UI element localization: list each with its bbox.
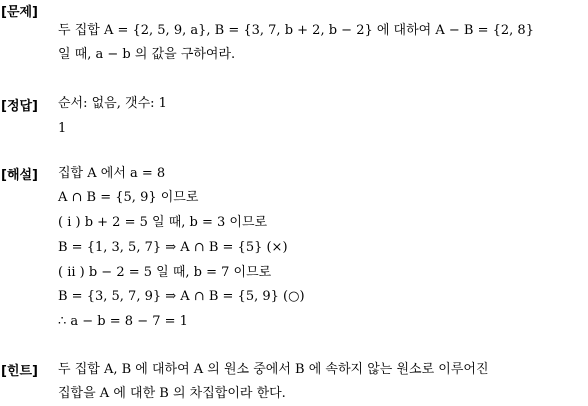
solution-line-1: 집합 A 에서 a = 8 [58, 166, 166, 181]
problem-line-1: 두 집합 A = {2, 5, 9, a}, B = {3, 7, b + 2, b − 2} 에 대하여 A − B = {2, 8} [58, 23, 534, 38]
solution-line-5: ( ii ) b − 2 = 5 일 때, b = 7 이므로 [58, 265, 272, 280]
solution-line-3: ( i ) b + 2 = 5 일 때, b = 3 이므로 [58, 215, 268, 230]
solution-tag: [해설] [1, 168, 38, 183]
hint-line-1: 두 집합 A, B 에 대하여 A 의 원소 중에서 B 에 속하지 않는 원소로 이루어진 [58, 362, 489, 377]
hint-tag: [힌트] [1, 364, 38, 379]
hint-line-2: 집합을 A 에 대한 B 의 차집합이라 한다. [58, 386, 286, 401]
answer-line-1: 순서: 없음, 갯수: 1 [58, 96, 167, 111]
solution-line-4: B = {1, 3, 5, 7} ⇒ A ∩ B = {5} (×) [58, 240, 288, 255]
solution-line-7: ∴ a − b = 8 − 7 = 1 [58, 314, 188, 329]
solution-line-2: A ∩ B = {5, 9} 이므로 [58, 190, 199, 205]
answer-line-2: 1 [58, 121, 67, 136]
solution-line-6: B = {3, 5, 7, 9} ⇒ A ∩ B = {5, 9} (○) [58, 289, 305, 304]
problem-tag: [문제] [1, 5, 38, 20]
problem-line-2: 일 때, a − b 의 값을 구하여라. [58, 47, 236, 62]
answer-tag: [정답] [1, 99, 38, 114]
